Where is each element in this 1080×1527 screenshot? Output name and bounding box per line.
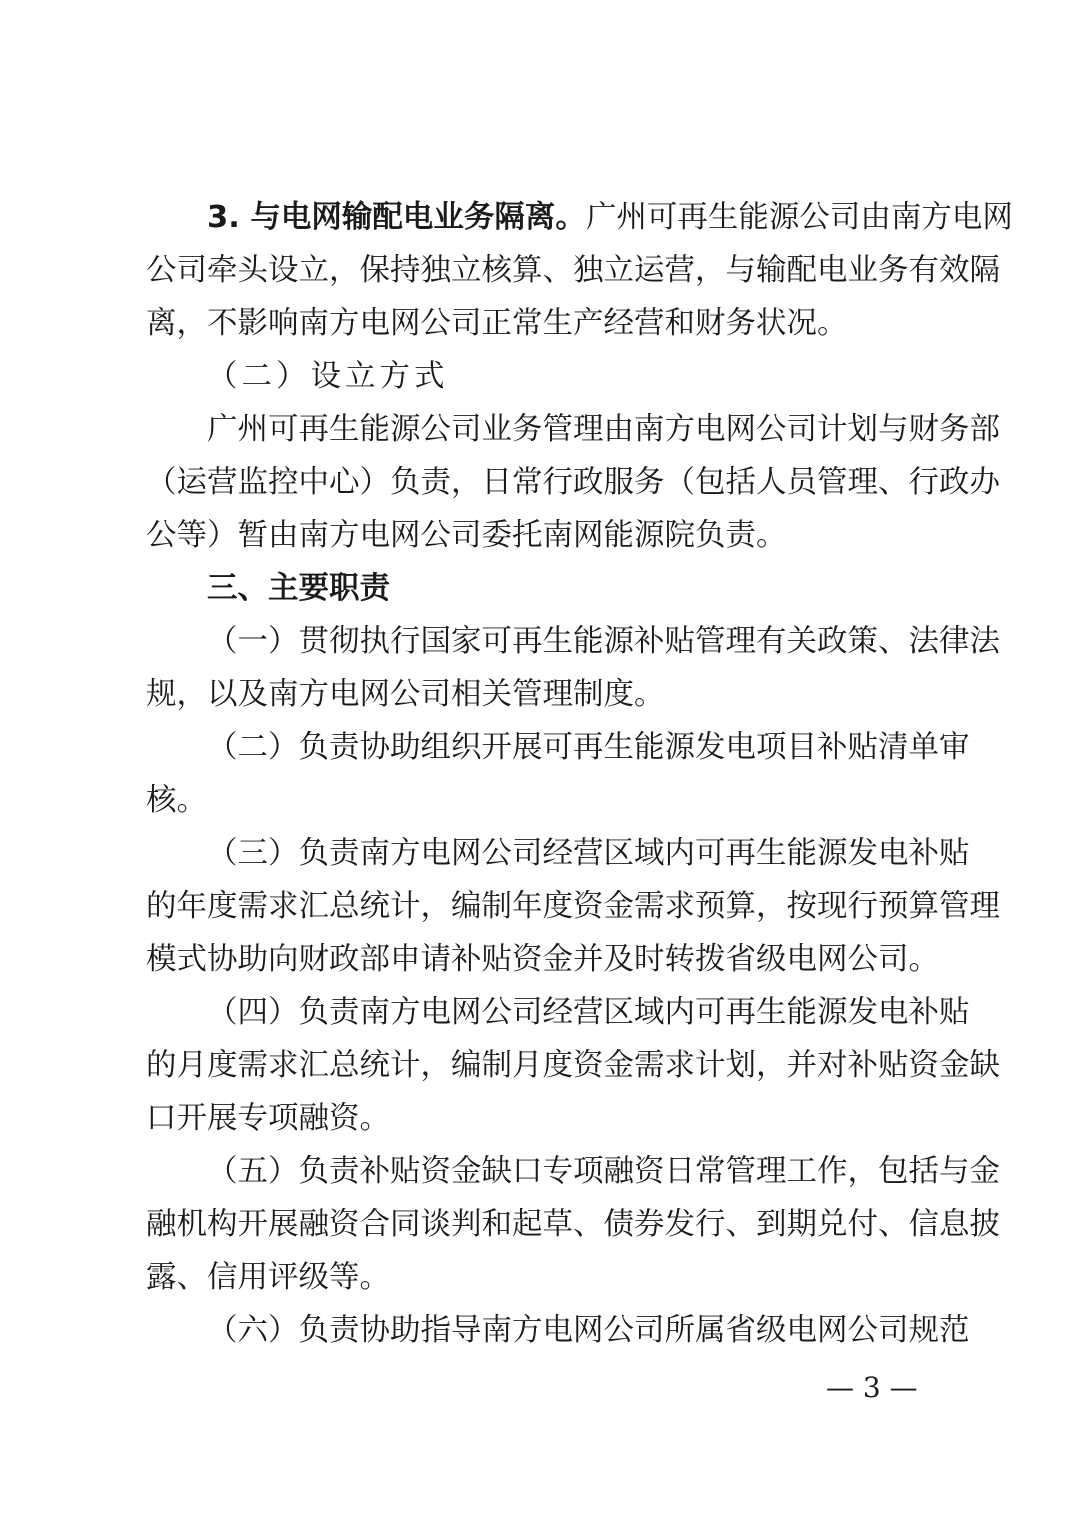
paragraph-line: 公等）暂由南方电网公司委托南网能源院负责。 bbox=[146, 518, 787, 553]
paragraph-line: 离，不影响南方电网公司正常生产经营和财务状况。 bbox=[146, 306, 848, 341]
section-subheading: （二）设立方式 bbox=[207, 359, 449, 394]
paragraph-line: （四）负责南方电网公司经营区域内可再生能源发电补贴 bbox=[207, 995, 970, 1030]
paragraph-text: 广州可再生能源公司由南方电网 bbox=[585, 200, 1013, 235]
paragraph-line: （五）负责补贴资金缺口专项融资日常管理工作，包括与金 bbox=[207, 1154, 1000, 1189]
paragraph-line: 核。 bbox=[146, 783, 207, 818]
section-heading: 三、主要职责 bbox=[207, 571, 390, 606]
paragraph-line: （二）负责协助组织开展可再生能源发电项目补贴清单审 bbox=[207, 730, 970, 765]
paragraph-line: 的月度需求汇总统计，编制月度资金需求计划，并对补贴资金缺 bbox=[146, 1048, 1000, 1083]
paragraph-line: （六）负责协助指导南方电网公司所属省级电网公司规范 bbox=[207, 1313, 970, 1348]
paragraph-line: 公司牵头设立，保持独立核算、独立运营，与输配电业务有效隔 bbox=[146, 253, 1000, 288]
paragraph-line: 模式协助向财政部申请补贴资金并及时转拨省级电网公司。 bbox=[146, 942, 939, 977]
paragraph-lead: 3. 与电网输配电业务隔离。 bbox=[207, 200, 586, 235]
paragraph-line bbox=[146, 191, 1013, 244]
paragraph-line: （三）负责南方电网公司经营区域内可再生能源发电补贴 bbox=[207, 836, 970, 871]
document-body bbox=[146, 191, 1013, 1357]
paragraph-line: 规，以及南方电网公司相关管理制度。 bbox=[146, 677, 665, 712]
page-number: — 3 — bbox=[826, 1371, 918, 1404]
paragraph-line: 的年度需求汇总统计，编制年度资金需求预算，按现行预算管理 bbox=[146, 889, 1000, 924]
paragraph-line: 广州可再生能源公司业务管理由南方电网公司计划与财务部 bbox=[207, 412, 1000, 447]
paragraph-line: 露、信用评级等。 bbox=[146, 1260, 390, 1295]
paragraph-line: 口开展专项融资。 bbox=[146, 1101, 390, 1136]
paragraph-line: （一）贯彻执行国家可再生能源补贴管理有关政策、法律法 bbox=[207, 624, 1000, 659]
paragraph-line: 融机构开展融资合同谈判和起草、债券发行、到期兑付、信息披 bbox=[146, 1207, 1000, 1242]
paragraph-line: （运营监控中心）负责，日常行政服务（包括人员管理、行政办 bbox=[146, 465, 1000, 500]
